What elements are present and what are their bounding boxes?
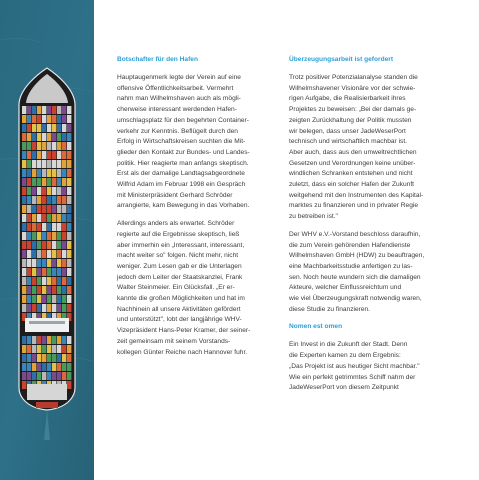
paragraph: Der WHV e.V.-Vorstand beschloss daraufhin, die zum Verein gehörenden Hafendienste Wilhelmshaven GmbH (HDW) zu beauftragen, eine Machbarkeitsstudie anfertigen zu las- sen. Noch heute wundern sich die damaligen Akteure, welcher Einflussreichtum und wie viel Überzeugungskraft notwendig waren, diese Studie zu finanzieren. (289, 230, 425, 313)
section-heading-nomen-est-omen: Nomen est omen (289, 323, 343, 331)
container-ship-photo (0, 0, 94, 480)
section-heading-ueberzeugungsarbeit: Überzeugungsarbeit ist gefordert (289, 56, 394, 63)
paragraph: Hauptaugenmerk legte der Verein auf eine offensive Öffentlichkeitsarbeit. Vermehrt nahm man Wilhelmshaven auch als mögli- cherweise interessant werdenden Hafen- umschlagsplatz für den begehrten Container- verkehr zur Kenntnis. Beflügelt durch den Erfolg in Wirtschaftskreisen suchten die Mit- glieder den Kontakt zur Bundes- und Landes- politik. Hier reagierte man anfangs skeptisch. Erst als der damalige Landtagsabgeordnete Wilfrid Adam im Februar 1998 ein Gespräch mit Ministerpräsident Gerhard Schröder arrangierte, kam Bewegung in das Vorhaben. (117, 74, 250, 210)
paragraph: Allerdings anders als erwartet. Schröder regierte auf die Ergebnisse skeptisch, ließ aber immerhin ein „Interessant, interessant, macht weiter so" folgen. Nicht mehr, nicht weniger. Zum Lesen gab er die Unterlagen jedoch dem Leiter der Staatskanzlei, Frank Walter Steinmeier. Ein Glücksfall. „Er er- kannte die großen Möglichkeiten und hat im Nachhinein all unsere Aktivitäten gefördert und unterstützt", lobt der langjährige WHV- Vizepräsident Hans-Peter Kramer, der seiner- zeit gemeinsam mit seinem Vorstands- kollegen Günter Reiche nach Hannover fuhr. (117, 220, 251, 356)
container-ship-icon (0, 0, 94, 480)
section-heading-botschafter: Botschafter für den Hafen (117, 56, 198, 63)
paragraph: Ein Invest in die Zukunft der Stadt. Denn die Experten kamen zu dem Ergebnis: „Das Projekt ist aus heutiger Sicht machbar." Wie ein perfekt getrimmtes Schiff nahm der JadeWeserPort von diesem Zeitpunkt (289, 341, 420, 392)
right-column (289, 55, 449, 401)
left-column (117, 55, 277, 365)
paragraph: Trotz positiver Potenzialanalyse standen die Wilhelmshavener Visionäre vor der schwie- rigen Aufgabe, die Realisierbarkeit ihres Projektes zu beweisen: „Bei der damals ge- zeigten Zurückhaltung der Politik mussten wir belegen, dass unser JadeWeserPort technisch und wirtschaftlich machbar ist. Aber auch, dass aus den umweltrechtlichen Gesetzen und Verordnungen keine unüber- windlichen Schranken entstehen und nicht zuletzt, dass ein solcher Hafen der Zukunft weitgehend mit den Instrumenten des Kapital- marktes zu finanzieren und in privater Regie zu betreiben ist." (289, 74, 424, 221)
